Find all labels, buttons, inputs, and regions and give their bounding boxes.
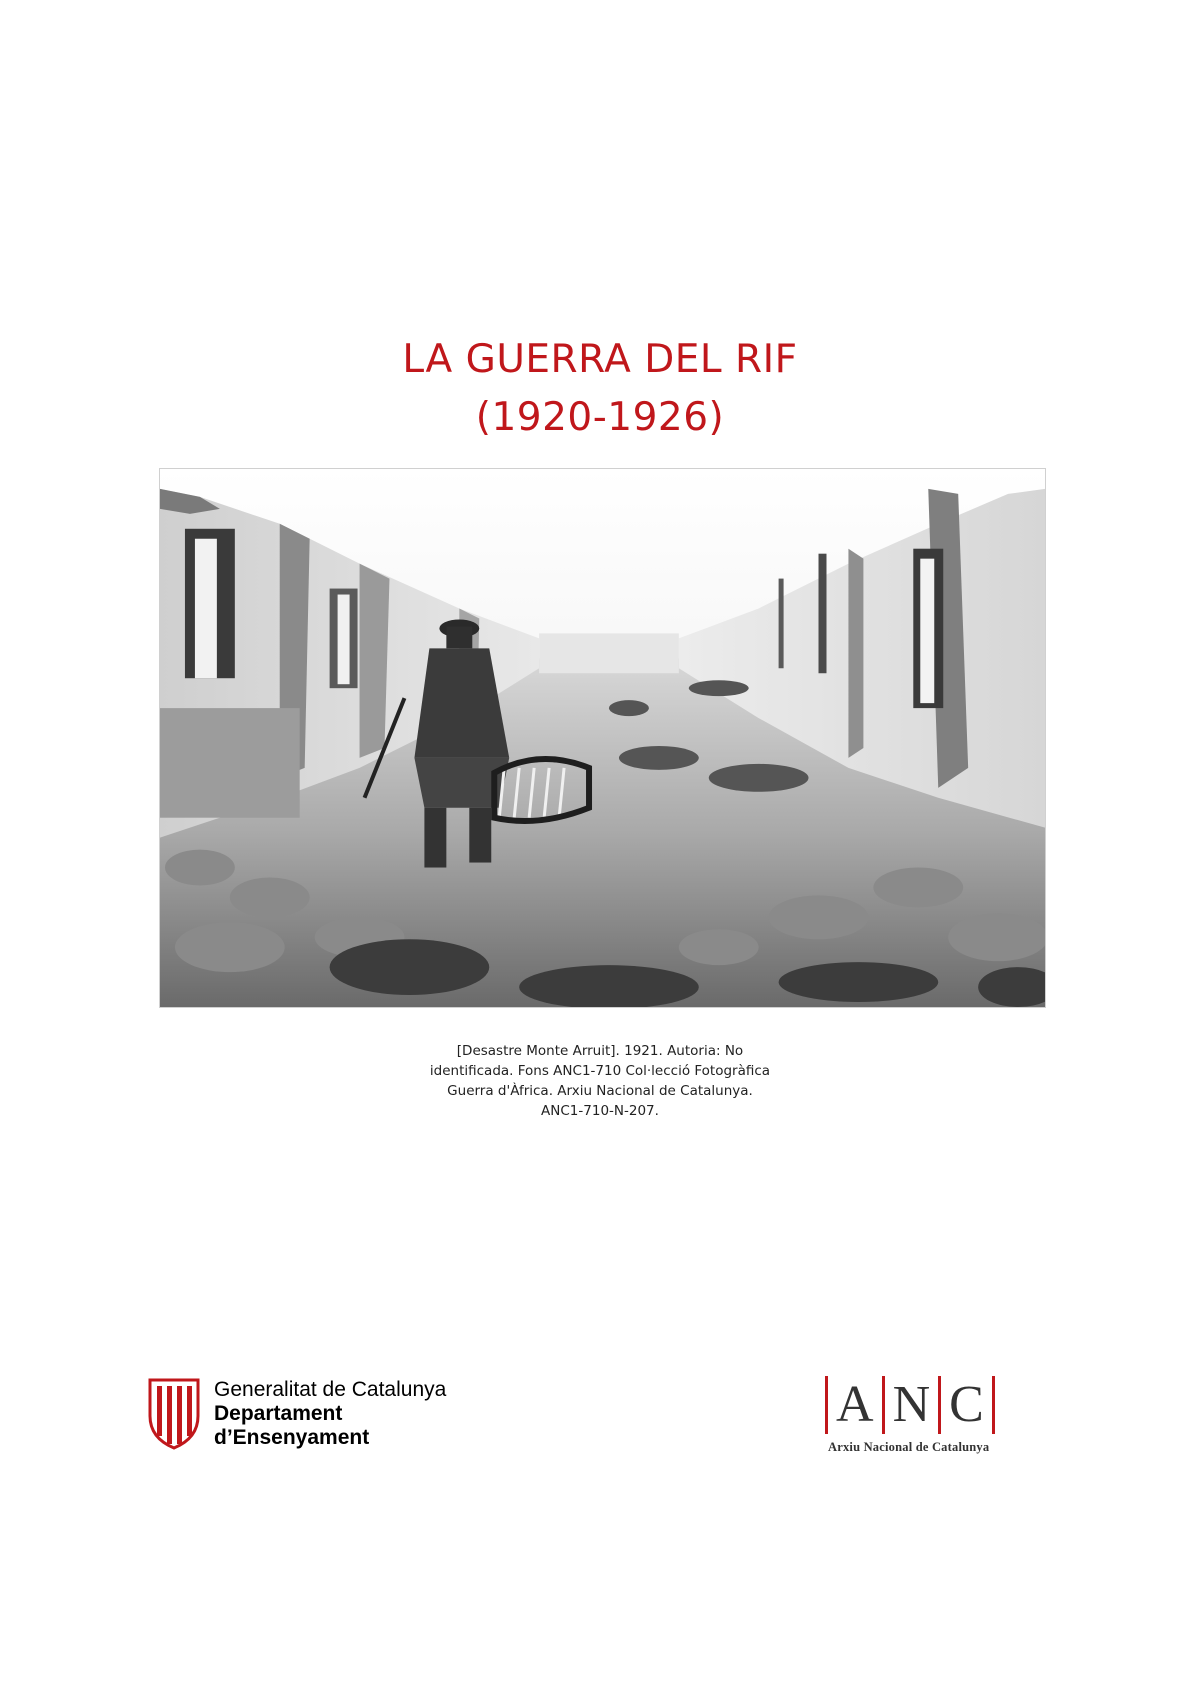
logo-letter: N	[892, 1376, 931, 1433]
caption-line: Guerra d'Àfrica. Arxiu Nacional de Catalunya.	[447, 1083, 753, 1099]
document-title: LA GUERRA DEL RIF	[402, 337, 798, 382]
photo-ruined-barracks	[160, 469, 1045, 1007]
photo-caption	[300, 1041, 900, 1121]
generalitat-name: Generalitat de Catalunya	[214, 1378, 447, 1401]
logo-divider	[992, 1376, 995, 1434]
senyera-emblem-icon	[144, 1376, 204, 1450]
caption-line: [Desastre Monte Arruit]. 1921. Autoria: No	[456, 1043, 744, 1059]
caption-line: identificada. Fons ANC1-710 Col·lecció Fotogràfica	[429, 1063, 771, 1079]
document-subtitle-dates: (1920-1926)	[475, 395, 725, 440]
caption-line: ANC1-710-N-207.	[541, 1103, 659, 1119]
department-name: d’Ensenyament	[214, 1426, 370, 1449]
anc-subtitle: Arxiu Nacional de Catalunya	[828, 1440, 990, 1454]
historical-photograph	[159, 468, 1046, 1008]
logo-letter: A	[836, 1376, 874, 1433]
generalitat-logo	[144, 1376, 484, 1450]
logo-letter: C	[949, 1376, 984, 1433]
department-label: Departament	[214, 1402, 343, 1425]
anc-logo	[825, 1376, 1025, 1456]
